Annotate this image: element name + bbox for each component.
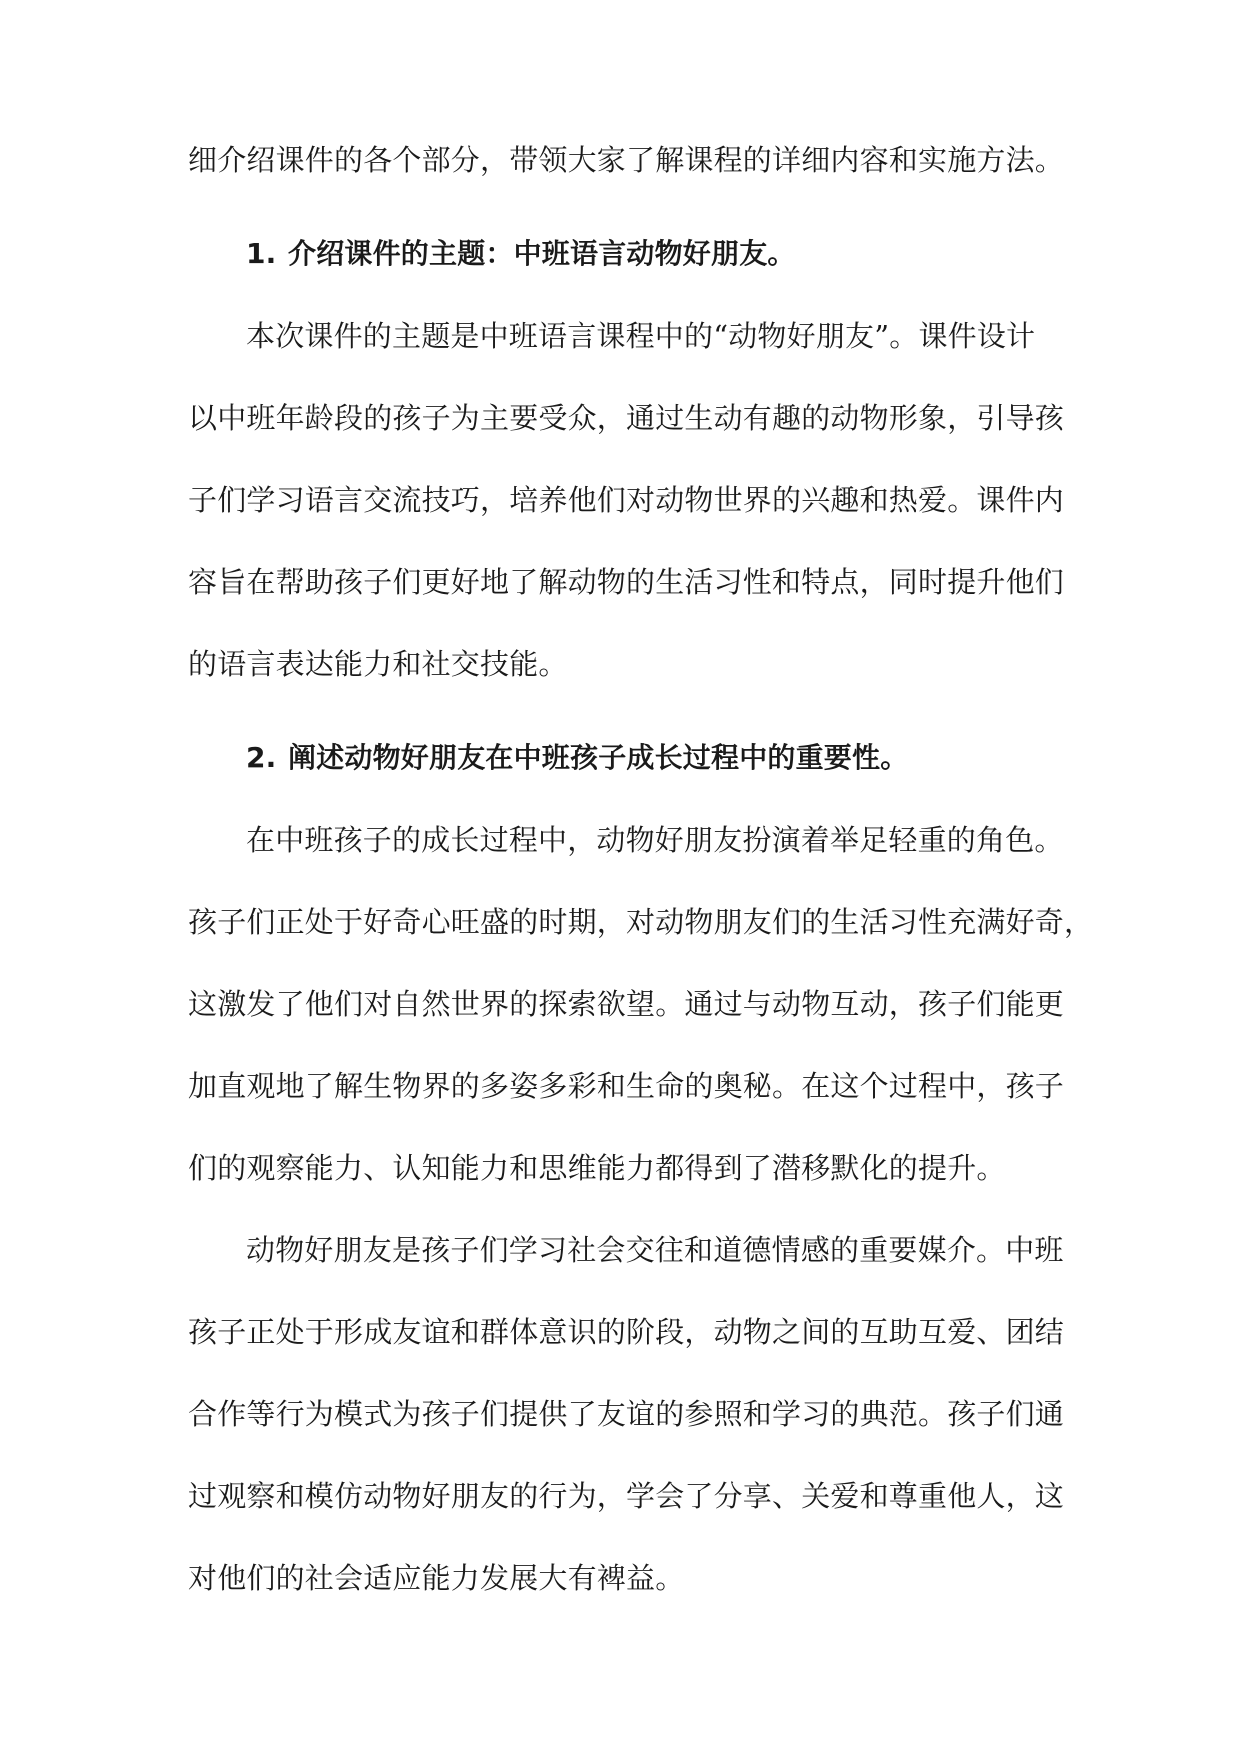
section-1-heading (188, 234, 1058, 274)
document-page (188, 140, 1094, 1598)
intro-tail-line: 细介绍课件的各个部分，带领大家了解课程的详细内容和实施方法。 (188, 143, 1065, 177)
section-2-heading (188, 738, 1058, 778)
paragraph-line: 孩子们正处于好奇心旺盛的时期，对动物朋友们的生活习性充满好奇， (188, 905, 1094, 939)
paragraph-line: 的语言表达能力和社交技能。 (188, 647, 568, 681)
section-2-paragraph-2 (188, 1230, 1065, 1598)
paragraph-line: 加直观地了解生物界的多姿多彩和生命的奥秘。在这个过程中，孩子 (188, 1069, 1065, 1103)
paragraph-line: 在中班孩子的成长过程中，动物好朋友扮演着举足轻重的角色。 (246, 823, 1064, 857)
paragraph-line: 本次课件的主题是中班语言课程中的“动物好朋友”。课件设计 (246, 319, 1036, 353)
paragraph-line: 过观察和模仿动物好朋友的行为，学会了分享、关爱和尊重他人，这 (188, 1479, 1065, 1513)
section-1-number: 1. (246, 237, 277, 270)
paragraph-line: 以中班年龄段的孩子为主要受众，通过生动有趣的动物形象，引导孩 (188, 401, 1065, 435)
paragraph-line: 这激发了他们对自然世界的探索欲望。通过与动物互动，孩子们能更 (188, 987, 1065, 1021)
paragraph-line: 子们学习语言交流技巧，培养他们对动物世界的兴趣和热爱。课件内 (188, 483, 1065, 517)
paragraph-line: 们的观察能力、认知能力和思维能力都得到了潜移默化的提升。 (188, 1151, 1006, 1185)
section-1-paragraph (188, 316, 1065, 684)
paragraph-line: 动物好朋友是孩子们学习社会交往和道德情感的重要媒介。中班 (246, 1233, 1064, 1267)
paragraph-line: 合作等行为模式为孩子们提供了友谊的参照和学习的典范。孩子们通 (188, 1397, 1065, 1431)
section-2-title: 阐述动物好朋友在中班孩子成长过程中的重要性。 (288, 741, 909, 774)
paragraph-line: 孩子正处于形成友谊和群体意识的阶段，动物之间的互助互爱、团结 (188, 1315, 1065, 1349)
paragraph-line: 对他们的社会适应能力发展大有裨益。 (188, 1561, 685, 1595)
section-2-paragraph-1 (188, 820, 1094, 1188)
section-2-number: 2. (246, 741, 277, 774)
paragraph-line: 容旨在帮助孩子们更好地了解动物的生活习性和特点，同时提升他们 (188, 565, 1065, 599)
section-1-title: 介绍课件的主题：中班语言动物好朋友。 (288, 237, 796, 270)
